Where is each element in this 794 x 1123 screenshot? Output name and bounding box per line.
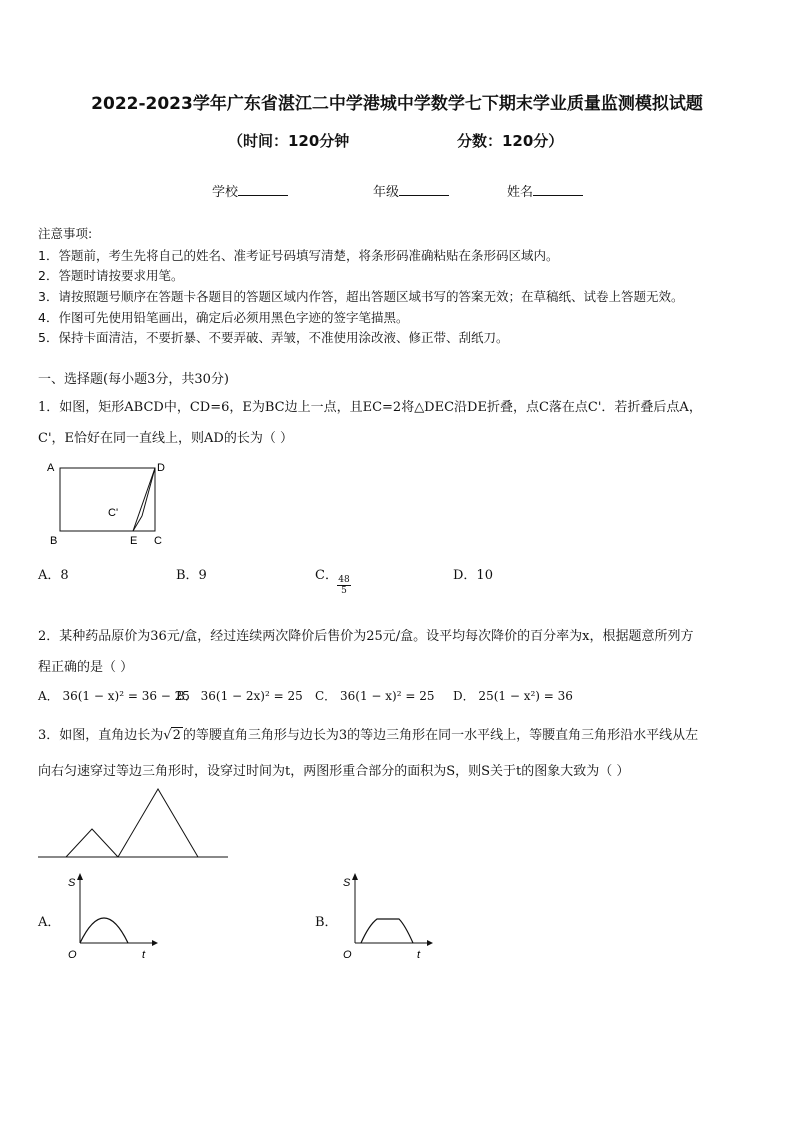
s-axis-arrow [77, 873, 83, 880]
s-axis-arrow [352, 873, 358, 880]
name-field[interactable] [507, 181, 583, 200]
school-label: 学校 [212, 185, 239, 200]
q2-option-b[interactable]: B． 36(1 − 2x)² = 25 [176, 689, 303, 703]
q1-option-c-fraction [337, 575, 351, 596]
q1-option-d[interactable]: D．10 [453, 568, 493, 583]
page-title: 2022-2023学年广东省湛江二中学港城中学数学七下期末学业质量监测模拟试题 [91, 94, 703, 114]
notice-item: 5．保持卡面清洁，不要折暴、不要弄破、弄皱，不准使用涂改液、修正带、刮纸刀。 [38, 330, 509, 345]
segment-dcp [142, 468, 155, 516]
label-c: C [154, 535, 162, 547]
q3-text-line2: 向右匀速穿过等边三角形时，设穿过时间为t，两图形重合部分的面积为S，则S关于t的图象大致为（ ） [38, 764, 630, 779]
q2-text-line2: 程正确的是（ ） [38, 660, 134, 675]
label-a: A [47, 462, 55, 474]
time-label: （时间：120分钟 [228, 132, 350, 150]
notice-item: 3．请按照题号顺序在答题卡各题目的答题区域内作答，超出答题区域书写的答案无效；在草稿纸、试卷上答题无效。 [38, 289, 684, 304]
q1-rectangle-figure [44, 458, 174, 548]
q3-option-b[interactable]: B． [315, 915, 338, 930]
sqrt-radicand: 2 [172, 728, 181, 743]
q3-triangles-figure [38, 785, 230, 861]
q3-option-a[interactable]: A． [38, 915, 61, 930]
q2-option-c[interactable]: C． 36(1 − x)² = 25 [315, 689, 435, 703]
q1-option-c[interactable]: C． [315, 568, 338, 583]
q1-option-b[interactable]: B．9 [176, 568, 207, 583]
q3-graph-a [62, 871, 158, 963]
s-label: S [68, 877, 76, 889]
t-label: t [142, 949, 146, 961]
q2-option-d[interactable]: D． 25(1 − x²) = 36 [453, 689, 573, 703]
q1-option-a[interactable]: A．8 [38, 568, 69, 583]
grade-blank[interactable] [399, 183, 449, 196]
name-label: 姓名 [507, 185, 534, 200]
s-label: S [343, 877, 351, 889]
notice-item: 4．作图可先使用铅笔画出，确定后必须用黑色字迹的签字笔描黑。 [38, 310, 409, 325]
t-label: t [417, 949, 421, 961]
label-d: D [157, 462, 165, 474]
section-heading: 一、选择题(每小题3分，共30分) [38, 372, 229, 387]
q3-graph-b [337, 871, 433, 963]
segment-de [133, 468, 155, 531]
origin-label: O [343, 949, 352, 961]
q3-line1-post: 的等腰直角三角形与边长为3的等边三角形在同一水平线上，等腰直角三角形沿水平线从左 [182, 728, 699, 743]
curve-a [80, 918, 128, 943]
fraction-numerator: 48 [338, 575, 350, 585]
t-axis-arrow [427, 940, 433, 946]
t-axis-arrow [152, 940, 158, 946]
notice-item: 1．答题前，考生先将自己的姓名、准考证号码填写清楚，将条形码准确粘贴在条形码区域内。 [38, 248, 559, 263]
label-e: E [130, 535, 138, 547]
curve-b [361, 919, 413, 943]
q3-line1-pre: 3．如图，直角边长为 [38, 728, 164, 743]
q1-text-line2: C'，E恰好在同一直线上，则AD的长为（ ） [38, 431, 293, 446]
label-b: B [50, 535, 58, 547]
notice-heading: 注意事项: [38, 226, 93, 241]
fraction-denominator: 5 [341, 586, 347, 596]
notice-item: 2．答题时请按要求用笔。 [38, 268, 184, 283]
isosceles-right-triangle [66, 829, 118, 857]
q1-text-line1: 1．如图，矩形ABCD中，CD=6，E为BC边上一点，且EC=2将△DEC沿DE折叠，点C落在点C'．若折叠后点A， [38, 400, 702, 415]
label-c-prime: C' [108, 507, 119, 519]
rectangle-abcd [60, 468, 155, 531]
equilateral-triangle [118, 789, 198, 857]
q2-option-a[interactable]: A． 36(1 − x)² = 36 − 25 [38, 689, 190, 703]
school-field[interactable] [212, 181, 288, 200]
q2-text-line1: 2．某种药品原价为36元/盒，经过连续两次降价后售价为25元/盒。设平均每次降价的百分率为x，根据题意所列方 [38, 629, 694, 644]
grade-label: 年级 [373, 185, 400, 200]
name-blank[interactable] [533, 183, 583, 196]
score-label: 分数：120分） [457, 132, 564, 150]
school-blank[interactable] [238, 183, 288, 196]
grade-field[interactable] [373, 181, 449, 200]
origin-label: O [68, 949, 77, 961]
q3-text-line1: 3．如图，直角边长为√2 的等腰直角三角形与边长为3的等边三角形在同一水平线上，等腰直角三角形沿水平线从左 [38, 728, 699, 743]
